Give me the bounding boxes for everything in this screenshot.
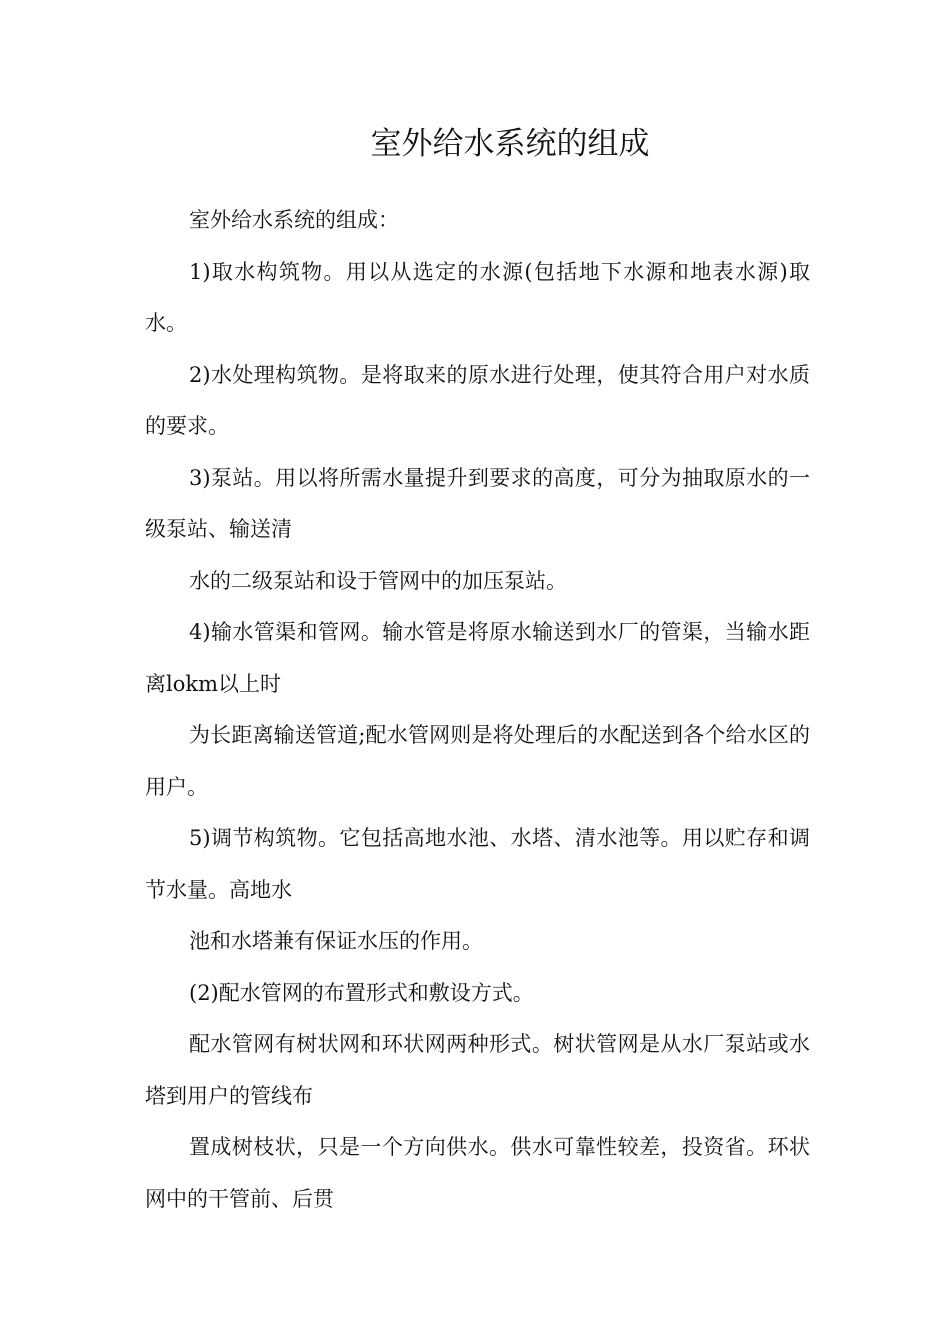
paragraph: (2)配水管网的布置形式和敷设方式。 [189,980,534,1005]
paragraph: 室外给水系统的组成： [189,208,399,232]
document-title: 室外给水系统的组成 [370,126,650,162]
paragraph: 4)输水管渠和管网。输水管是将原水输送到水厂的管渠，当输水距离lokm以上时 [145,620,810,696]
paragraph: 池和水塔兼有保证水压的作用。 [189,929,483,953]
paragraph: 1)取水构筑物。用以从选定的水源(包括地下水源和地表水源)取水。 [145,259,810,335]
paragraph: 置成树枝状，只是一个方向供水。供水可靠性较差，投资省。环状网中的干管前、后贯 [145,1135,810,1211]
document-body [145,195,810,1225]
paragraph: 2)水处理构筑物。是将取来的原水进行处理，使其符合用户对水质的要求。 [145,362,810,438]
paragraph: 水的二级泵站和设于管网中的加压泵站。 [189,568,567,593]
paragraph: 3)泵站。用以将所需水量提升到要求的高度，可分为抽取原水的一级泵站、输送清 [145,465,810,541]
paragraph: 5)调节构筑物。它包括高地水池、水塔、清水池等。用以贮存和调节水量。高地水 [145,826,810,902]
paragraph: 为长距离输送管道;配水管网则是将处理后的水配送到各个给水区的用户。 [145,723,810,799]
paragraph: 配水管网有树状网和环状网两种形式。树状管网是从水厂泵站或水塔到用户的管线布 [145,1032,810,1108]
